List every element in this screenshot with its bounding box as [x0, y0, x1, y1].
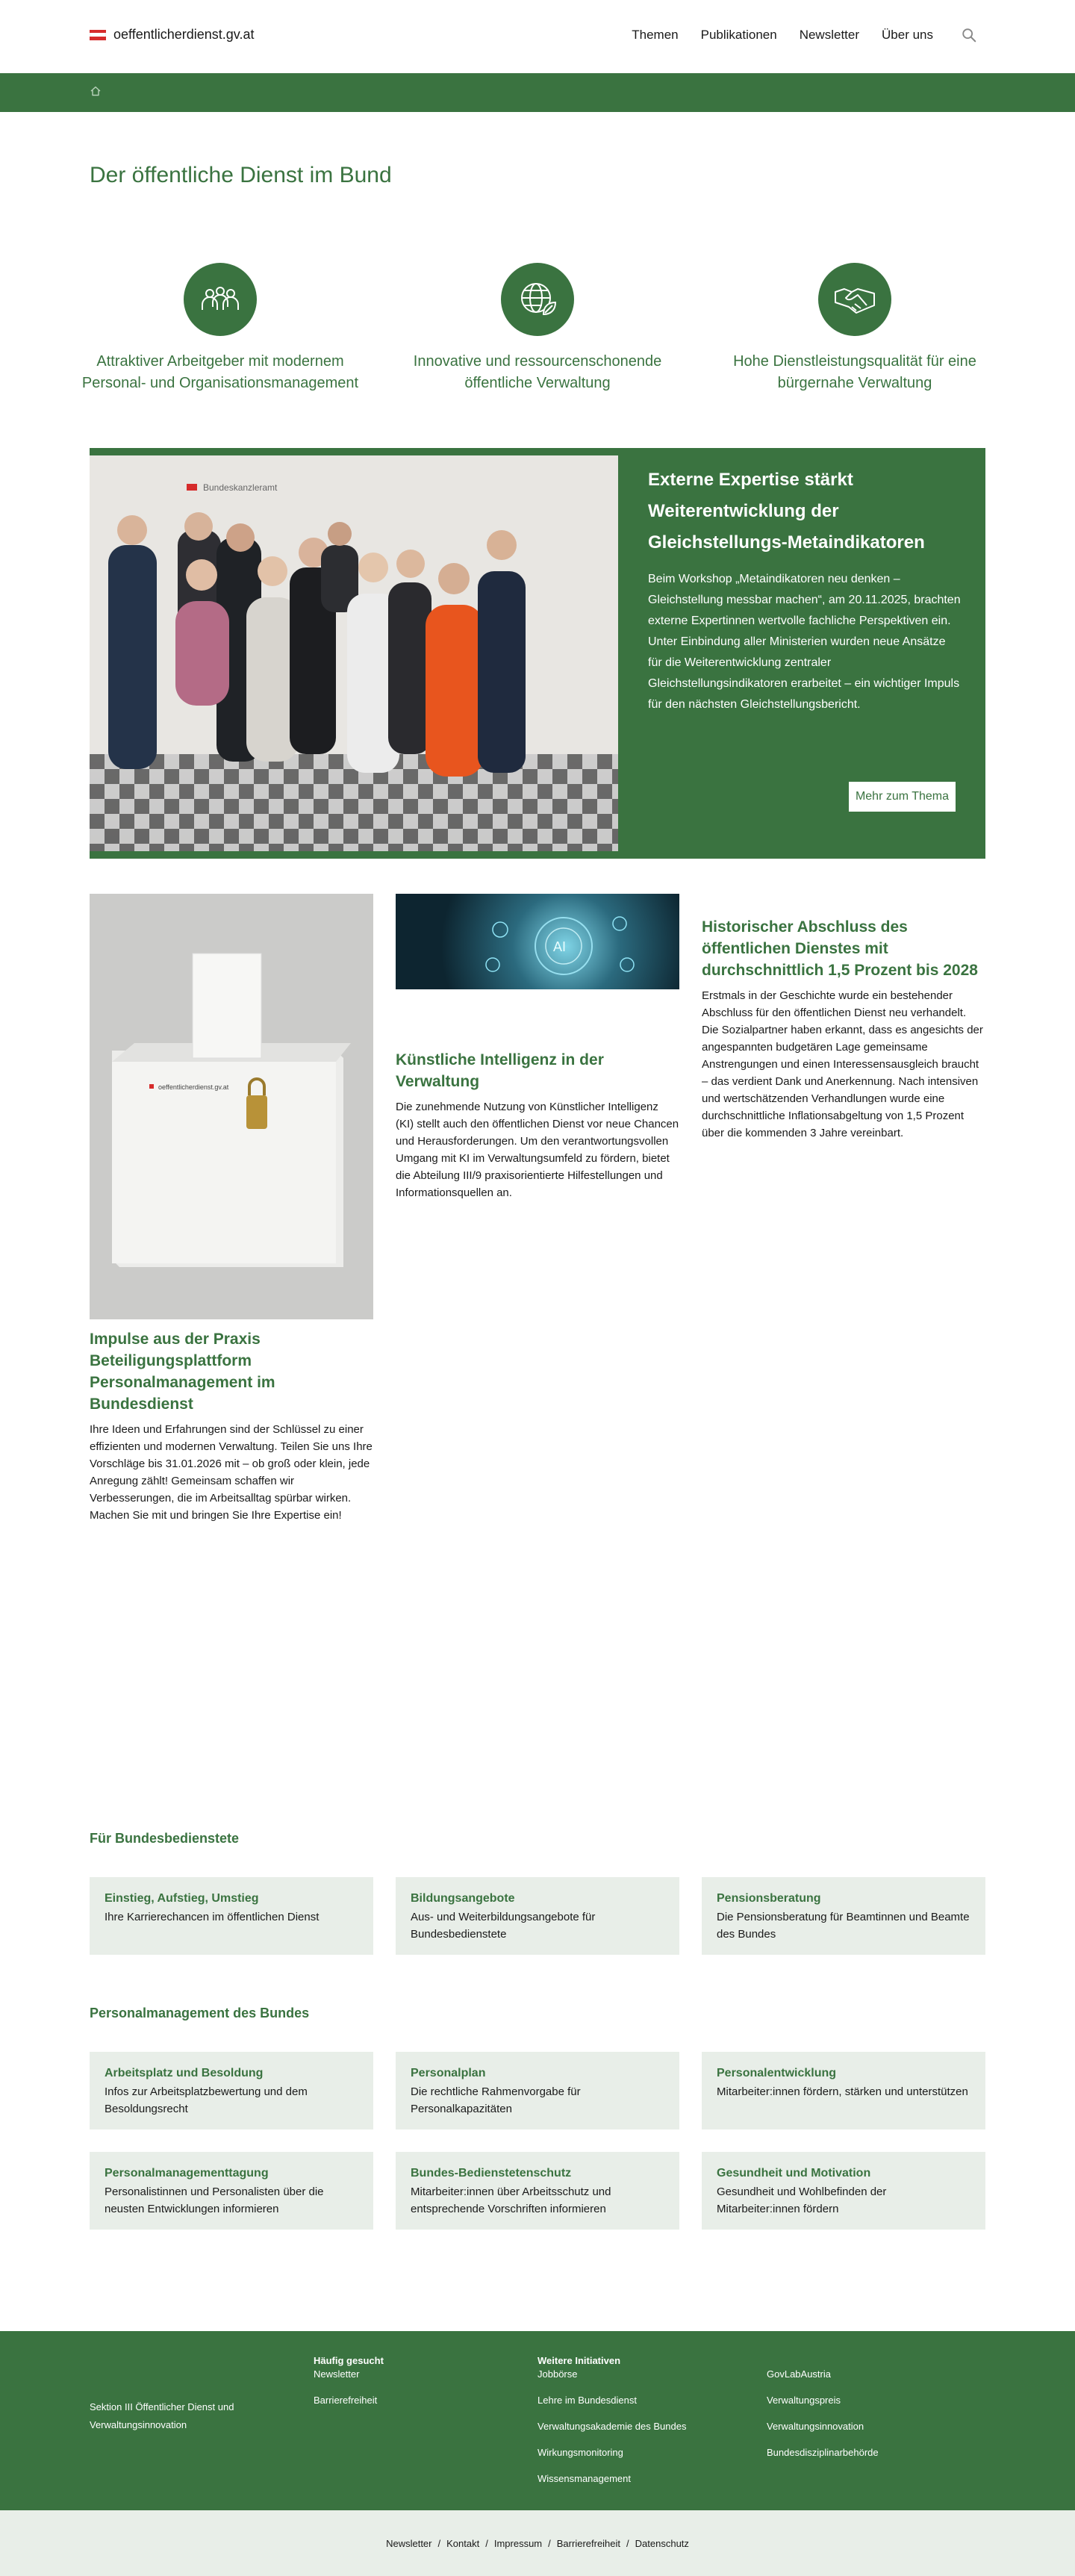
- footer-link-wissensmanagement[interactable]: Wissensmanagement: [538, 2473, 631, 2484]
- news-item-historischer-abschluss: [702, 916, 985, 1142]
- card-title: Personalentwicklung: [717, 2067, 837, 2079]
- footer-col-title: Häufig gesucht: [314, 2355, 384, 2366]
- globe-leaf-icon: [515, 277, 560, 322]
- footer-link-verwaltungsakademie[interactable]: Verwaltungsakademie des Bundes: [538, 2421, 687, 2432]
- footer-link-lehre[interactable]: Lehre im Bundesdienst: [538, 2395, 637, 2406]
- card-text: Gesundheit und Wohlbefinden der Mitarbeiter:innen fördern: [717, 2185, 887, 2215]
- nav-item-newsletter[interactable]: Newsletter: [799, 28, 860, 42]
- ballot-box-image: [90, 894, 373, 1319]
- nav-item-publikationen[interactable]: Publikationen: [700, 28, 777, 42]
- mehr-zum-thema-button[interactable]: Mehr zum Thema: [849, 782, 956, 812]
- bottom-link-separator: /: [626, 2537, 629, 2549]
- bottom-link-newsletter[interactable]: Newsletter: [386, 2537, 432, 2549]
- site-footer: [0, 2331, 1075, 2510]
- card-text: Infos zur Arbeitsplatzbewertung und dem Besoldungsrecht: [105, 2085, 308, 2115]
- card-personalentwicklung[interactable]: [702, 2052, 985, 2129]
- card-text: Die Pensionsberatung für Beamtinnen und Beamte des Bundes: [717, 1911, 970, 1941]
- card-title: Pensionsberatung: [717, 1892, 821, 1905]
- footer-link-wirkungsmonitoring[interactable]: Wirkungsmonitoring: [538, 2447, 623, 2458]
- card-bildungsangebote[interactable]: [396, 1877, 679, 1955]
- footer-col-weitere-initiativen: [538, 2355, 686, 2492]
- goal-text: Innovative und ressourcenschonende öffentliche Verwaltung: [413, 353, 662, 391]
- news-text: Die zunehmende Nutzung von Künstlicher Intelligenz (KI) stellt auch den öffentlichen Dienst vor neue Chancen und Herausforderungen. Um den verantwortungsvollen Umgang mit KI im Verwaltungsumfeld zu fördern, bietet die Abteilung III/9 praxisorientierte Hilfestellungen und Informationsquellen an.: [396, 1101, 679, 1199]
- card-title: Bildungsangebote: [411, 1892, 515, 1905]
- card-text: Mitarbeiter:innen über Arbeitsschutz und entsprechende Vorschriften informieren: [411, 2185, 611, 2215]
- site-logo-text: oeffentlicherdienst.gv.at: [113, 27, 255, 42]
- footer-link-newsletter[interactable]: Newsletter: [314, 2368, 360, 2380]
- footer-link-jobboerse[interactable]: Jobbörse: [538, 2368, 578, 2380]
- news-image-ai[interactable]: [396, 894, 679, 989]
- card-text: Die rechtliche Rahmenvorgabe für Personalkapazitäten: [411, 2085, 581, 2115]
- card-title: Bundes-Bedienstetenschutz: [411, 2167, 572, 2180]
- card-title: Arbeitsplatz und Besoldung: [105, 2067, 264, 2079]
- bottom-link-datenschutz[interactable]: Datenschutz: [635, 2537, 689, 2549]
- nav-item-ueber-uns[interactable]: Über uns: [882, 28, 933, 42]
- card-gesundheit-und-motivation[interactable]: [702, 2152, 985, 2230]
- main-nav: [632, 28, 933, 43]
- footer-col-title: Weitere Initiativen: [538, 2355, 621, 2366]
- goal-icon-circle: [184, 263, 257, 336]
- footer-link-barrierefreiheit[interactable]: Barrierefreiheit: [314, 2395, 378, 2406]
- card-personalplan[interactable]: [396, 2052, 679, 2129]
- site-header: [0, 0, 1075, 73]
- card-text: Aus- und Weiterbildungsangebote für Bundesbedienstete: [411, 1911, 596, 1941]
- card-bundes-bedienstetenschutz[interactable]: [396, 2152, 679, 2230]
- nav-item-themen[interactable]: Themen: [632, 28, 679, 42]
- footer-col-more-initiatives: [767, 2367, 879, 2465]
- news-item-kuenstliche-intelligenz: [396, 894, 679, 1201]
- card-text: Mitarbeiter:innen fördern, stärken und unterstützen: [717, 2085, 968, 2098]
- home-icon[interactable]: [90, 85, 102, 97]
- featured-article: [90, 448, 985, 859]
- footer-link-govlabaustria[interactable]: GovLabAustria: [767, 2368, 831, 2380]
- card-title: Gesundheit und Motivation: [717, 2167, 871, 2180]
- news-title[interactable]: Künstliche Intelligenz in der Verwaltung: [396, 1051, 604, 1090]
- news-item-beteiligungsplattform: [90, 894, 373, 1524]
- featured-body: [648, 464, 962, 715]
- bottom-link-kontakt[interactable]: Kontakt: [446, 2537, 480, 2549]
- ballot-box-label: oeffentlicherdienst.gv.at: [158, 1083, 229, 1091]
- footer-sektion: Sektion III Öffentlicher Dienst und Verwaltungsinnovation: [90, 2401, 234, 2430]
- ai-hologram-image: [396, 894, 679, 989]
- featured-text: Beim Workshop „Metaindikatoren neu denken – Gleichstellung messbar machen“, am 20.11.2025, brachten externe Expertinnen wertvolle fachliche Perspektiven ein. Unter Einbindung aller Ministerien wurden neue Ansätze für die Weiterentwicklung zentraler Gleichstellungsindikatoren erarbeitet – ein wichtiger Impuls für den nächsten Gleichstellungsbericht.: [648, 573, 961, 711]
- card-text: Ihre Karrierechancen im öffentlichen Dienst: [105, 1911, 320, 1923]
- card-personalmanagementtagung[interactable]: [90, 2152, 373, 2230]
- news-image-ballot-box[interactable]: [90, 894, 373, 1319]
- news-title[interactable]: Historischer Abschluss des öffentlichen Dienstes mit durchschnittlich 1,5 Prozent bis 2028: [702, 918, 978, 979]
- card-pensionsberatung[interactable]: [702, 1877, 985, 1955]
- group-photo-image: [90, 455, 618, 851]
- bottom-link-barrierefreiheit[interactable]: Barrierefreiheit: [556, 2537, 621, 2549]
- footer-col-haeufig-gesucht: [314, 2355, 384, 2413]
- card-einstieg-aufstieg-umstieg[interactable]: [90, 1877, 373, 1955]
- site-logo[interactable]: [90, 27, 254, 43]
- goal-text: Hohe Dienstleistungsqualität für eine bürgernahe Verwaltung: [733, 353, 976, 391]
- featured-image: [90, 455, 618, 851]
- card-arbeitsplatz-und-besoldung[interactable]: [90, 2052, 373, 2129]
- card-text: Personalistinnen und Personalisten über die neusten Entwicklungen informieren: [105, 2185, 324, 2215]
- section-title-bundesbedienstete: Für Bundesbedienstete: [90, 1831, 240, 1846]
- goal-dienstleistungsqualitaet: [705, 263, 1004, 394]
- goal-text: Attraktiver Arbeitgeber mit modernem Personal- und Organisationsmanagement: [81, 353, 359, 391]
- card-title: Personalplan: [411, 2067, 486, 2079]
- goal-icon-circle: [818, 263, 891, 336]
- people-icon: [196, 284, 244, 314]
- austria-flag-icon: [90, 30, 106, 40]
- bottom-link-separator: /: [548, 2537, 551, 2549]
- ai-label: AI: [553, 939, 567, 954]
- handshake-icon: [832, 283, 877, 316]
- featured-title[interactable]: Externe Expertise stärkt Weiterentwicklung der Gleichstellungs-Metaindikatoren: [648, 470, 925, 553]
- breadcrumb-bar: [0, 73, 1075, 112]
- bottom-link-separator: /: [485, 2537, 488, 2549]
- footer-link-verwaltungsinnovation[interactable]: Verwaltungsinnovation: [767, 2421, 864, 2432]
- bottom-link-impressum[interactable]: Impressum: [493, 2537, 543, 2549]
- bottom-links-bar: [0, 2510, 1075, 2576]
- card-title: Personalmanagementtagung: [105, 2167, 269, 2180]
- news-title[interactable]: Impulse aus der Praxis Beteiligungsplattform Personalmanagement im Bundesdienst: [90, 1331, 275, 1413]
- goal-innovative-verwaltung: [388, 263, 687, 394]
- section-title-personalmanagement: Personalmanagement des Bundes: [90, 2006, 310, 2020]
- goal-icon-circle: [501, 263, 574, 336]
- footer-link-bundesdisziplinarbehoerde[interactable]: Bundesdisziplinarbehörde: [767, 2447, 879, 2458]
- card-title: Einstieg, Aufstieg, Umstieg: [105, 1892, 259, 1905]
- bottom-link-separator: /: [437, 2537, 441, 2549]
- page-title: Der öffentliche Dienst im Bund: [90, 163, 392, 187]
- footer-link-verwaltungspreis[interactable]: Verwaltungspreis: [767, 2395, 841, 2406]
- news-text: Erstmals in der Geschichte wurde ein bestehender Abschluss für den öffentlichen Dienst neu verhandelt. Die Sozialpartner haben erkannt, dass es angesichts der angespannten budgetären Lage gemeinsame Anstrengungen und einen Interessensausgleich braucht – das verdient Dank und Anerkennung. Nach intensiven und wertschätzenden Verhandlungen wurde eine durchschnittliche Inflationsabgeltung von 1,5 Prozent über die kommenden 3 Jahre vereinbart.: [702, 989, 983, 1139]
- goal-attraktiver-arbeitgeber: [71, 263, 370, 394]
- news-text: Ihre Ideen und Erfahrungen sind der Schlüssel zu einer effizienten und modernen Verwaltung. Teilen Sie uns Ihre Vorschläge bis 31.01.2026 mit – ob groß oder klein, jede Anregung zählt! Gemeinsam schaffen wir Verbesserungen, die im Arbeitsalltag spürbar wirken. Machen Sie mit und bringen Sie Ihre Expertise ein!: [90, 1423, 373, 1522]
- bundeskanzleramt-sign: Bundeskanzleramt: [203, 482, 278, 493]
- search-icon[interactable]: [961, 27, 977, 43]
